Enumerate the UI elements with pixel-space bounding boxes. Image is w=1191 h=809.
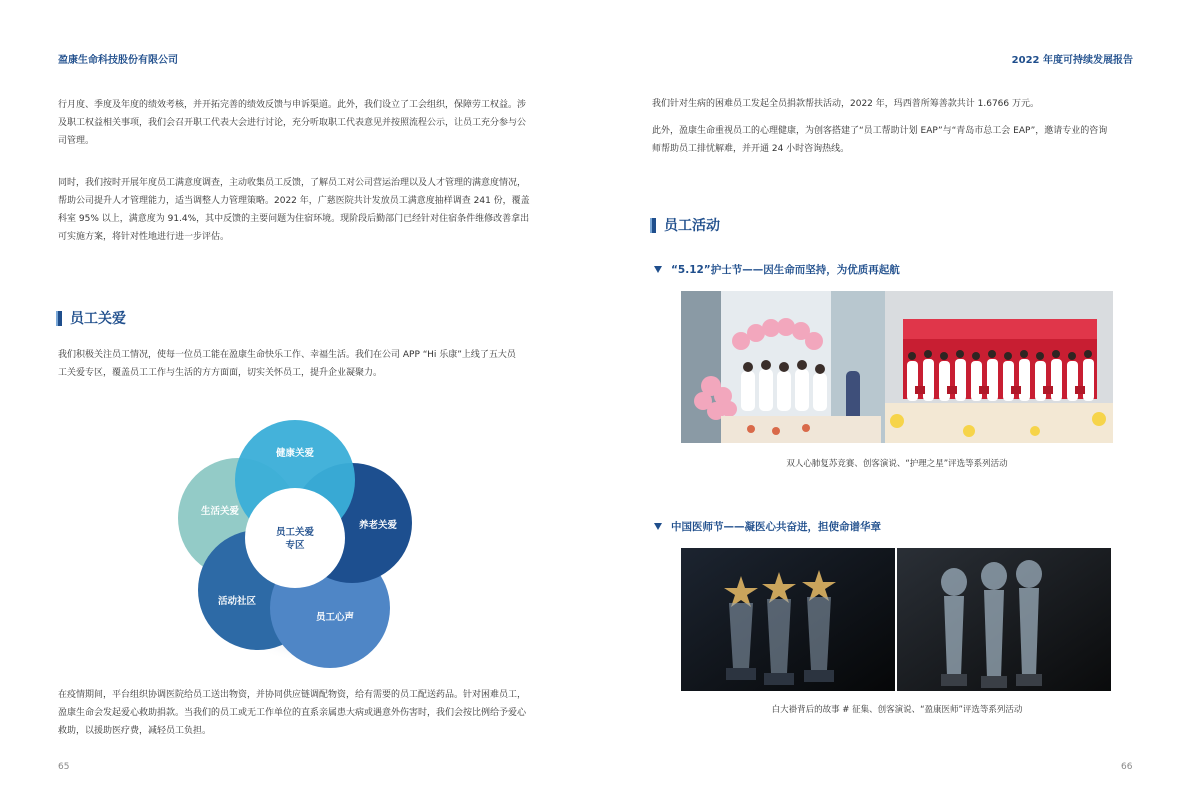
section-marker-icon [58, 311, 62, 326]
activity-section-title: 员工活动 [664, 218, 720, 234]
life-care-label: 生活关爱 [200, 506, 240, 517]
left-page-number: 65 [58, 762, 70, 772]
company-name: 盈康生命科技股份有限公司 [58, 55, 178, 66]
text-line: 科室 95% 以上，满意度为 91.4%，其中反馈的主要问题为住宿环境。现阶段后勤部门已经针对住宿条件维修改善拿出 [58, 214, 530, 224]
right-page-number: 66 [1121, 762, 1133, 772]
text-line: 行月度、季度及年度的绩效考核，并开拓完善的绩效反馈与申诉渠道。此外，我们设立了工会组织，保障劳工权益。涉 [58, 100, 527, 110]
donation-paragraph [652, 95, 1142, 113]
activity-section-heading [652, 215, 720, 235]
voice-label: 员工心声 [315, 612, 355, 623]
doctor-day-title: 中国医师节——凝医心共奋进，担使命谱华章 [671, 521, 881, 533]
text-line: 师帮助员工排忧解难，并开通 24 小时咨询热线。 [652, 144, 850, 154]
nurse-event-photo-left [681, 291, 885, 443]
center-label-line2: 专区 [285, 540, 305, 551]
survey-paragraph [58, 174, 548, 246]
care-section-heading [58, 308, 126, 328]
text-line: 及职工权益相关事项，我们会召开职工代表大会进行讨论，充分听取职工代表意见并按照流程公示，让员工充分参与公 [58, 118, 527, 128]
text-line: 盈康生命会发起爱心救助捐款。当我们的员工或无工作单位的直系亲属患大病或遇意外伤害时，我们会按比例给予爱心 [58, 708, 527, 718]
text-line: 在疫情期间，平台组织协调医院给员工送出物资，并协同供应链调配物资，给有需要的员工配送药品。针对困难员工， [58, 690, 527, 700]
text-line: 司管理。 [58, 136, 95, 146]
text-line: 工关爱专区，覆盖员工工作与生活的方方面面，切实关怀员工，提升企业凝聚力。 [58, 368, 383, 378]
text-line: 同时，我们按时开展年度员工满意度调查，主动收集员工反馈，了解员工对公司营运治理以及人才管理的满意度情况， [58, 178, 527, 188]
section-marker-icon [652, 218, 656, 233]
text-line: 可实施方案，将针对性地进行进一步评估。 [58, 232, 230, 242]
triangle-bullet-icon [654, 523, 662, 530]
thumb-trophies-photo [897, 548, 1111, 691]
eap-paragraph [652, 122, 1142, 158]
epidemic-paragraph [58, 686, 548, 740]
text-line: 我们针对生病的困难员工发起全员捐款帮扶活动，2022 年，玛西普所筹善款共计 1.6766 万元。 [652, 99, 1039, 109]
care-zone-diagram [160, 410, 430, 680]
care-paragraph [58, 346, 548, 382]
nurse-day-heading [654, 262, 900, 277]
text-line: 帮助公司提升人才管理能力，适当调整人力管理策略。2022 年，广慈医院共计发放员工满意度抽样调查 241 份，覆盖 [58, 196, 530, 206]
elder-care-label: 养老关爱 [358, 520, 398, 531]
nurse-day-title: “5.12”护士节——因生命而坚持，为优质再起航 [671, 264, 900, 276]
center-label-line1: 员工关爱 [275, 527, 315, 538]
health-care-label: 健康关爱 [275, 448, 315, 459]
nurse-event-photo-right [885, 291, 1113, 443]
triangle-bullet-icon [654, 266, 662, 273]
center-circle [245, 488, 345, 588]
community-label: 活动社区 [217, 596, 257, 607]
text-line: 我们积极关注员工情况，使每一位员工能在盈康生命快乐工作、幸福生活。我们在公司 APP “Hi 乐康”上线了五大员 [58, 350, 516, 360]
text-line: 救助，以援助医疗费，减轻员工负担。 [58, 726, 212, 736]
star-trophies-photo [681, 548, 895, 691]
text-line: 此外，盈康生命重视员工的心理健康，为创客搭建了“员工帮助计划 EAP”与“青岛市总工会 EAP”，邀请专业的咨询 [652, 126, 1108, 136]
report-title: 2022 年度可持续发展报告 [1011, 55, 1133, 66]
doctor-day-caption: 白大褂背后的故事 # 征集、创客演说、“盈康医师”评选等系列活动 [771, 705, 1023, 715]
nurse-day-caption: 双人心肺复苏竞赛、创客演说、“护理之星”评选等系列活动 [786, 459, 1008, 469]
intro-paragraph [58, 96, 548, 150]
doctor-day-heading [654, 519, 881, 534]
care-section-title: 员工关爱 [70, 311, 126, 327]
